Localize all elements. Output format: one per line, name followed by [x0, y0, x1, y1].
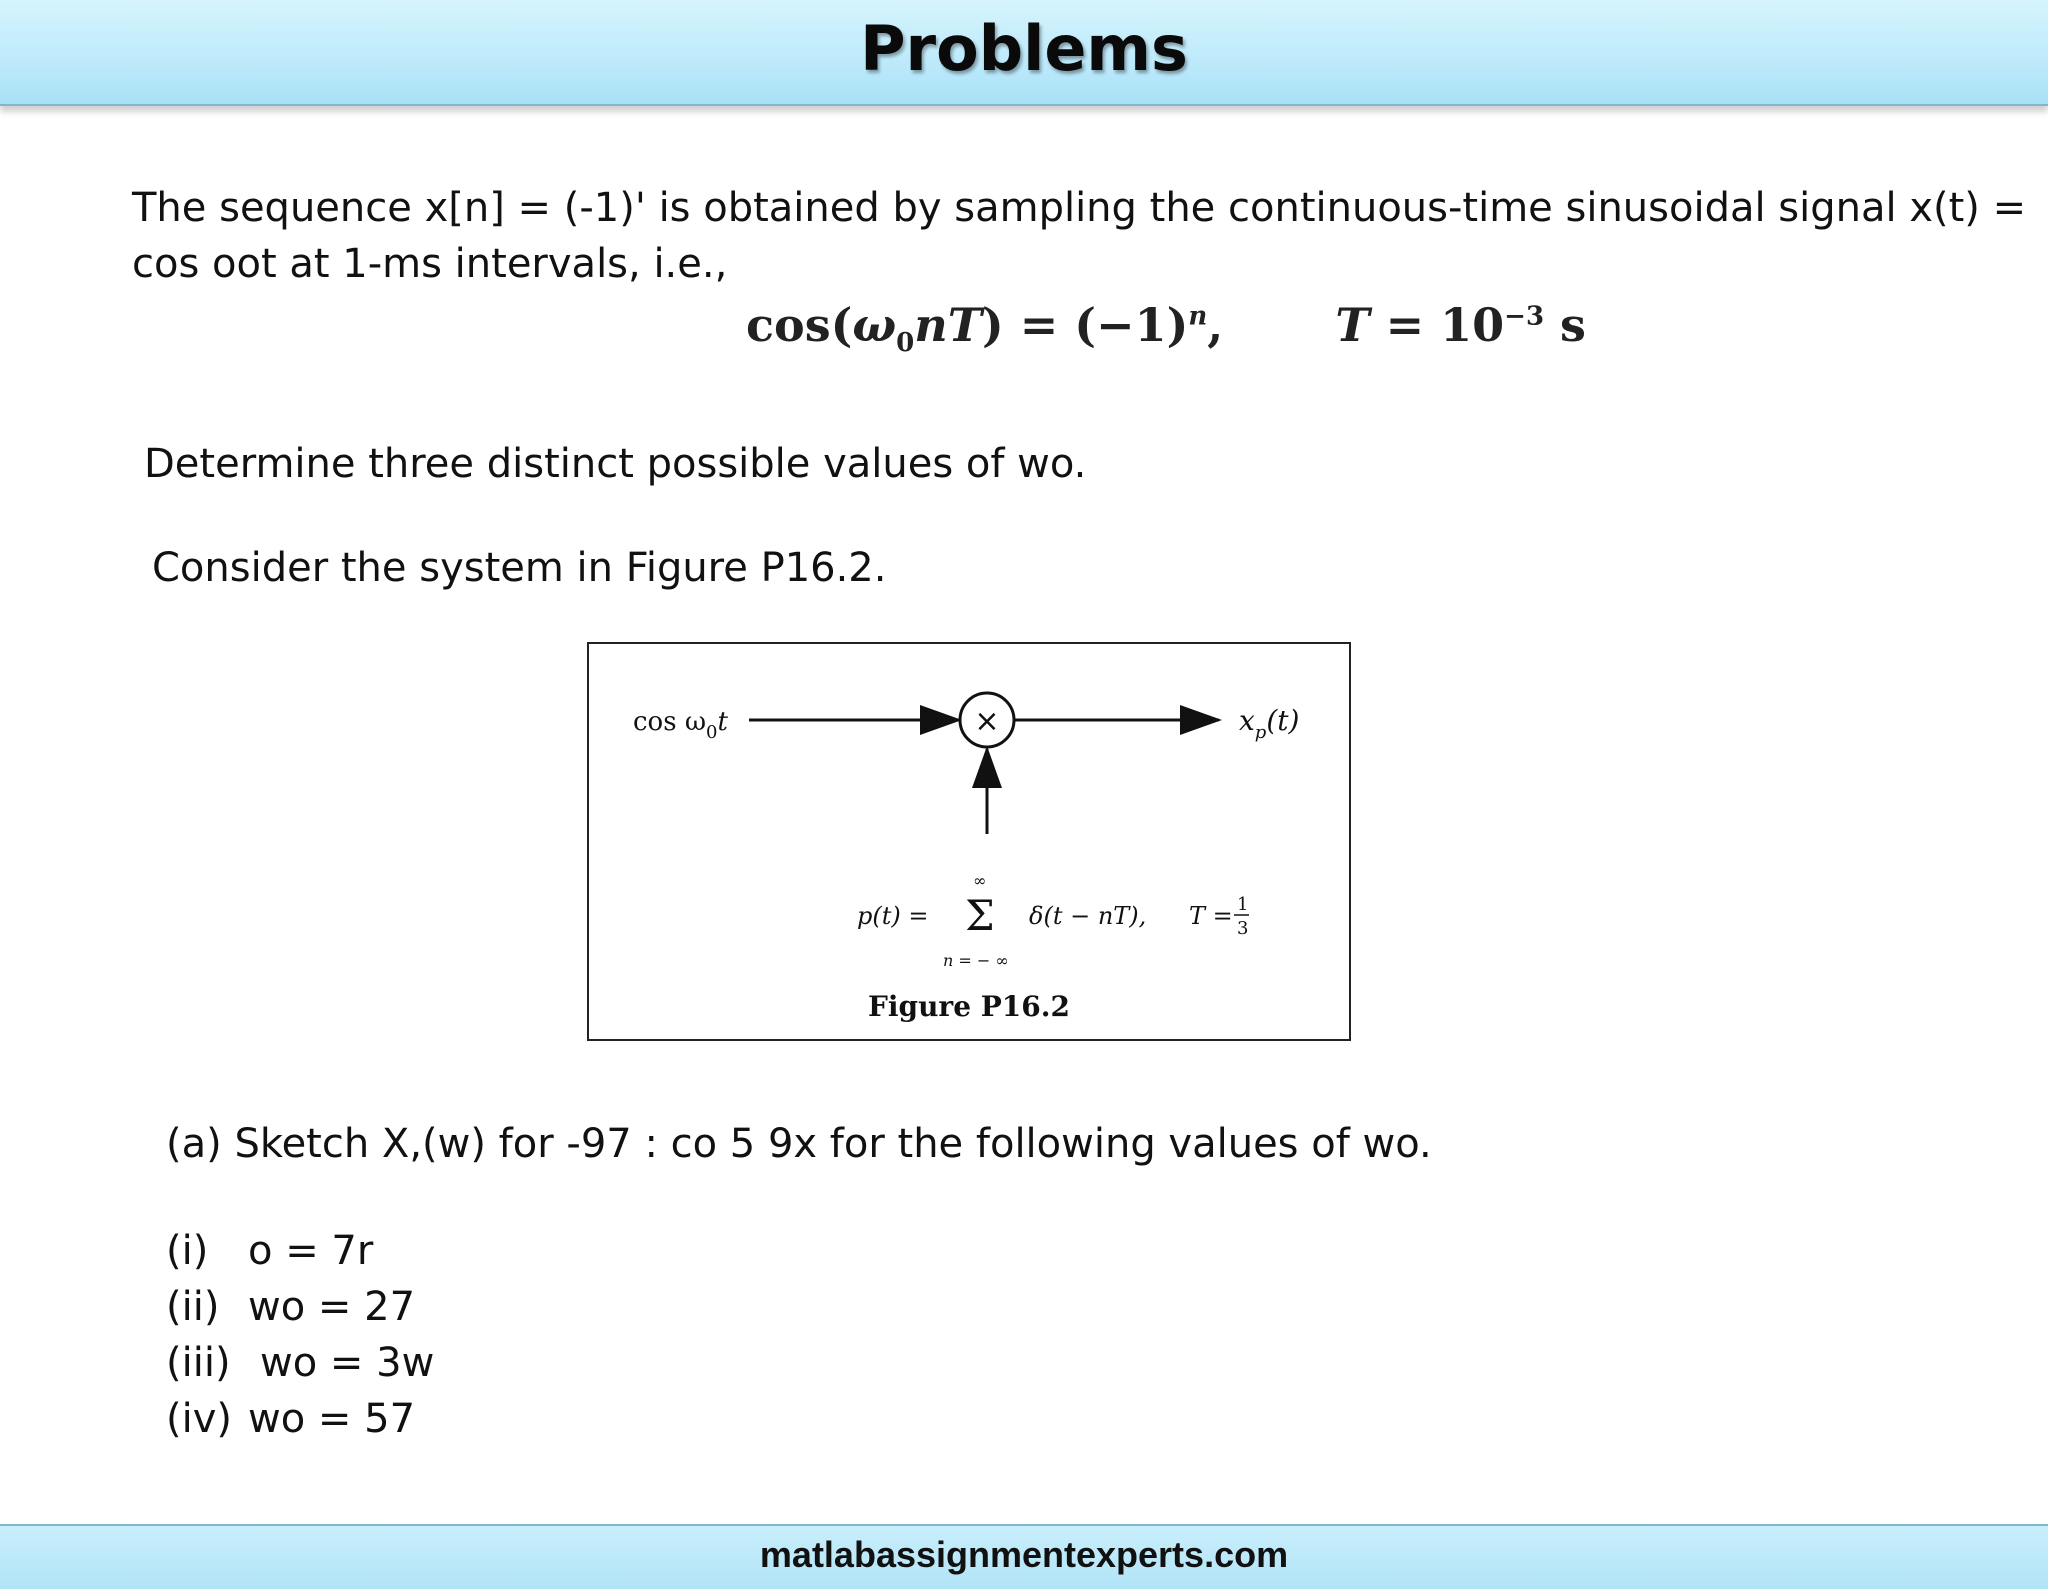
- item-text: o = 7r: [248, 1228, 374, 1274]
- eq-exp: −3: [1504, 301, 1545, 332]
- t-equals: T =: [1189, 902, 1233, 930]
- figure-p16-2: [587, 642, 1351, 1041]
- eq-nT: nT: [914, 298, 982, 352]
- item-num: (iii): [166, 1340, 231, 1386]
- item-text: wo = 3w: [260, 1340, 435, 1386]
- delta-expr: δ(t − nT),: [1029, 902, 1147, 930]
- figure-caption: Figure P16.2: [867, 990, 1071, 1023]
- list-item: [166, 1228, 373, 1274]
- item-num: (iv): [166, 1396, 232, 1442]
- equation: [746, 298, 1586, 358]
- block-diagram: [589, 644, 1349, 1039]
- eq-rhs: ) = (−1): [981, 298, 1189, 352]
- item-text: wo = 57: [248, 1396, 416, 1442]
- pt-label: p(t) =: [857, 902, 929, 930]
- eq-comma: ,: [1207, 298, 1224, 352]
- sum-top: ∞: [973, 871, 987, 890]
- list-item: [166, 1396, 415, 1442]
- item-num: (i): [166, 1228, 209, 1274]
- sum-symbol: Σ: [965, 891, 995, 940]
- sum-bottom: n = − ∞: [943, 951, 1009, 970]
- item-num: (ii): [166, 1284, 220, 1330]
- multiplier-symbol: ×: [974, 704, 1000, 739]
- list-item: [166, 1284, 415, 1330]
- eq-T: T: [1335, 298, 1370, 352]
- problem1-line2: cos oot at 1-ms intervals, i.e.,: [132, 241, 728, 287]
- eq-exp-n: n: [1188, 301, 1208, 332]
- eq-sub0: 0: [896, 328, 915, 359]
- list-item: [166, 1340, 434, 1386]
- footer-site: matlabassignmentexperts.com: [759, 1534, 1289, 1575]
- eq-omega: ω: [852, 298, 897, 352]
- slide-header: [0, 0, 2048, 106]
- output-label: $x_p(t)$: [1239, 704, 1300, 743]
- part-a: (a) Sketch X,(w) for -97 : co 5 9x for the following values of wo.: [166, 1121, 1432, 1167]
- problem1-question: Determine three distinct possible values of wo.: [144, 441, 1087, 487]
- slide-footer: [0, 1524, 2048, 1589]
- frac-num: 1: [1237, 894, 1249, 915]
- eq-lhs: cos(: [746, 298, 853, 352]
- frac-den: 3: [1237, 918, 1249, 939]
- slide-title: Problems: [860, 12, 1188, 85]
- eq-eq2: = 10: [1369, 298, 1505, 352]
- problem2-intro: Consider the system in Figure P16.2.: [152, 545, 887, 591]
- eq-unit: s: [1544, 298, 1586, 352]
- item-text: wo = 27: [248, 1284, 416, 1330]
- input-label: $\cos \omega_0t$: [633, 707, 728, 743]
- problem1-line1: The sequence x[n] = (-1)' is obtained by sampling the continuous-time sinusoidal signal x(t) =: [132, 185, 2027, 231]
